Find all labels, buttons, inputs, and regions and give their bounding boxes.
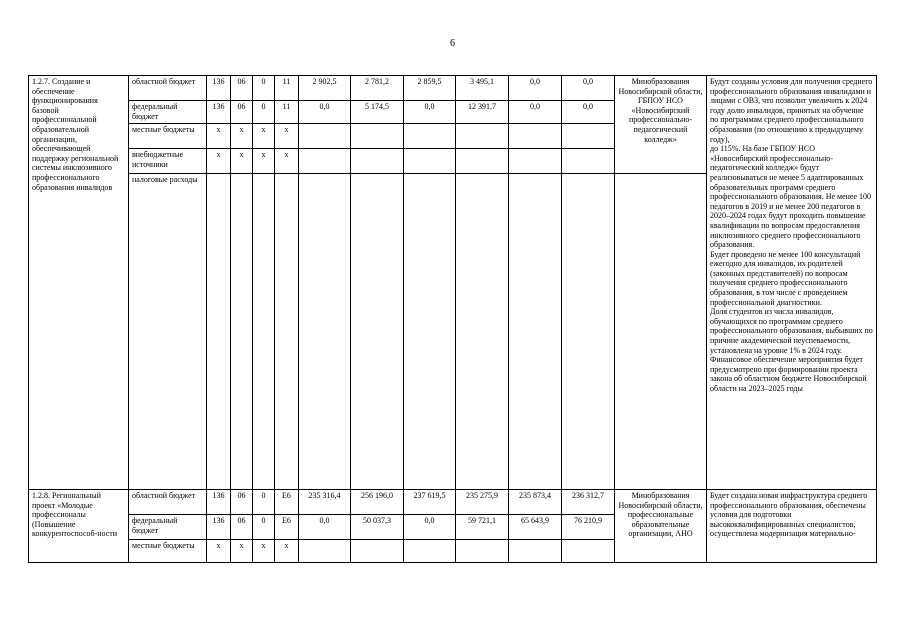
code-cell: x [207, 124, 231, 149]
code-cell: 06 [231, 76, 253, 101]
table-row [29, 76, 877, 101]
code-cell: x [275, 540, 299, 563]
value-cell: 65 643,9 [509, 515, 562, 540]
funding-source: местные бюджеты [129, 540, 207, 563]
code-cell [275, 174, 299, 490]
code-cell: 136 [207, 101, 231, 124]
value-cell [351, 174, 404, 490]
code-cell: x [275, 149, 299, 174]
funding-source: областной бюджет [129, 490, 207, 515]
value-cell: 0,0 [509, 101, 562, 124]
code-cell: 11 [275, 101, 299, 124]
value-cell [562, 174, 615, 490]
value-cell: 0,0 [404, 101, 456, 124]
value-cell [404, 149, 456, 174]
value-cell: 0,0 [509, 76, 562, 101]
page-number: 6 [450, 38, 455, 49]
code-cell: 06 [231, 101, 253, 124]
value-cell [351, 540, 404, 563]
value-cell: 235 316,4 [299, 490, 351, 515]
value-cell: 59 721,1 [456, 515, 509, 540]
funding-source: областной бюджет [129, 76, 207, 101]
value-cell: 2 902,5 [299, 76, 351, 101]
value-cell [299, 174, 351, 490]
funding-source: федеральный бюджет [129, 101, 207, 124]
value-cell [456, 124, 509, 149]
code-cell: 06 [231, 515, 253, 540]
code-cell [207, 174, 231, 490]
value-cell: 2 781,2 [351, 76, 404, 101]
code-cell: x [207, 540, 231, 563]
value-cell: 76 210,9 [562, 515, 615, 540]
code-cell: E6 [275, 490, 299, 515]
code-cell: 136 [207, 515, 231, 540]
value-cell [562, 540, 615, 563]
value-cell: 237 619,5 [404, 490, 456, 515]
funding-source: местные бюджеты [129, 124, 207, 149]
budget-table [28, 75, 877, 563]
executor-cell: Минобразования Новосибирской области, профессиональные образовательные организации, АНО [615, 490, 707, 563]
value-cell [404, 540, 456, 563]
code-cell: 0 [253, 490, 275, 515]
code-cell: 11 [275, 76, 299, 101]
value-cell [509, 124, 562, 149]
funding-source: федеральный бюджет [129, 515, 207, 540]
code-cell: 0 [253, 515, 275, 540]
code-cell [231, 174, 253, 490]
code-cell [253, 174, 275, 490]
code-cell: E6 [275, 515, 299, 540]
code-cell: 136 [207, 76, 231, 101]
value-cell [562, 124, 615, 149]
table-row [29, 490, 877, 515]
value-cell: 0,0 [562, 76, 615, 101]
value-cell: 236 312,7 [562, 490, 615, 515]
value-cell [456, 540, 509, 563]
value-cell [509, 540, 562, 563]
value-cell [299, 540, 351, 563]
value-cell: 235 275,9 [456, 490, 509, 515]
code-cell: 06 [231, 490, 253, 515]
value-cell [509, 149, 562, 174]
value-cell [509, 174, 562, 490]
value-cell [562, 149, 615, 174]
value-cell [404, 174, 456, 490]
code-cell: x [231, 124, 253, 149]
value-cell: 0,0 [404, 515, 456, 540]
value-cell: 5 174,5 [351, 101, 404, 124]
measure-name: 1.2.7. Создание и обеспечение функционирования базовой профессиональной образовательной организации, обеспечивающей поддержку региональной системы инклюзивного профессионального образования инвалидов [29, 76, 129, 490]
value-cell: 0,0 [562, 101, 615, 124]
value-cell: 12 391,7 [456, 101, 509, 124]
value-cell: 50 037,3 [351, 515, 404, 540]
value-cell [299, 149, 351, 174]
value-cell [456, 174, 509, 490]
code-cell: 0 [253, 76, 275, 101]
code-cell: x [275, 124, 299, 149]
value-cell: 3 495,1 [456, 76, 509, 101]
expected-result-cell: Будет создана новая инфраструктура среднего профессионального образования, обеспечены условия для подготовки высококвалифицированных специалистов, осуществлена модернизация материально- [707, 490, 877, 563]
value-cell: 256 196,0 [351, 490, 404, 515]
code-cell: x [253, 540, 275, 563]
value-cell: 0,0 [299, 101, 351, 124]
value-cell [351, 124, 404, 149]
value-cell: 2 859,5 [404, 76, 456, 101]
code-cell: 0 [253, 101, 275, 124]
code-cell: x [253, 149, 275, 174]
value-cell: 235 873,4 [509, 490, 562, 515]
value-cell [456, 149, 509, 174]
funding-source: внебюджетные источники [129, 149, 207, 174]
code-cell: x [207, 149, 231, 174]
code-cell: x [231, 149, 253, 174]
code-cell: x [253, 124, 275, 149]
value-cell [299, 124, 351, 149]
executor-cell-empty [615, 174, 707, 490]
code-cell: x [231, 540, 253, 563]
funding-source: налоговые расходы [129, 174, 207, 490]
expected-result-cell: Будут созданы условия для получения среднего профессионального образования инвалидами и лицами с ОВЗ, что позволит увеличить к 2024 году долю инвалидов, принятых на обучение по программам среднего профессионального образования (по отношению к предыдущему году), до 115%. На базе ГБПОУ НСО «Новосибирский профессионально-педагогический колледж» будут реализовываться не менее 5 адаптированных образовательных программ среднего профессионального образования. Не менее 100 педагогов в 2019 и не менее 200 педагогов в 2020–2024 годах будут проходить повышение квалификации по вопросам предоставления инклюзивного среднего профессионального образования. Будет проведено не менее 100 консультаций ежегодно для инвалидов, их родителей (законных представителей) по вопросам получения среднего профессионального образования, в том числе с проведением профессиональной диагностики. Доля студентов из числа инвалидов, обучающихся по программам среднего профессионального образования, выбывших по причине академической неуспеваемости, установлена на уровне 1% в 2024 году. Финансовое обеспечение мероприятия будет предусмотрено при формировании проекта закона об областном бюджете Новосибирской области на 2023–2025 годы [707, 76, 877, 490]
code-cell: 136 [207, 490, 231, 515]
measure-name: 1.2.8. Региональный проект «Молодые профессионалы (Повышение конкурентоспособ-ности [29, 490, 129, 563]
value-cell: 0,0 [299, 515, 351, 540]
value-cell [404, 124, 456, 149]
value-cell [351, 149, 404, 174]
executor-cell: Минобразования Новосибирской области, ГБПОУ НСО «Новосибирский профессионально-педагогический колледж» [615, 76, 707, 174]
